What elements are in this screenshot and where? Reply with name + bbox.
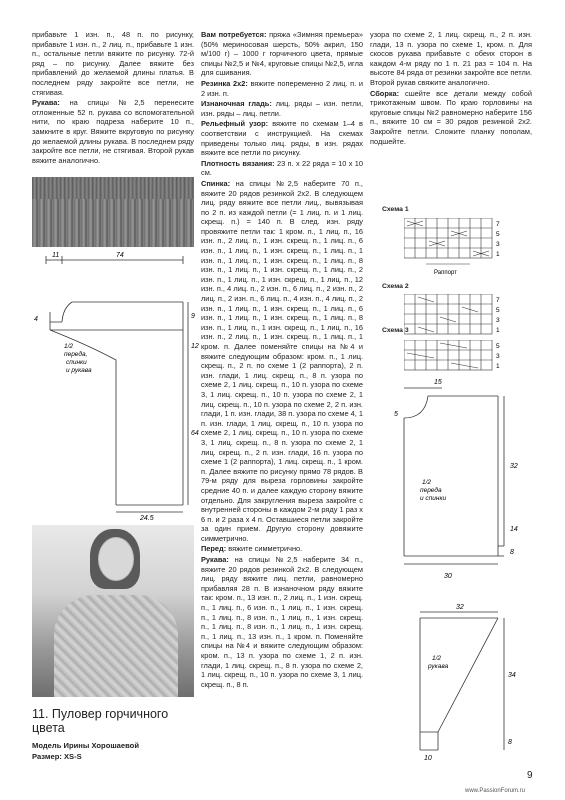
dim-label: 30	[444, 573, 452, 580]
section-label: Резинка 2х2:	[201, 78, 248, 88]
dim-label: 64	[191, 430, 199, 437]
photo-face	[98, 537, 134, 581]
scheme-2-label: Схема 2	[382, 283, 409, 290]
section-label: Рукава:	[32, 98, 60, 108]
model-title: 11. Пуловер горчичного цвета	[32, 707, 169, 735]
paragraph	[201, 79, 363, 98]
dim-label: 34	[508, 672, 516, 679]
piece-label: и спинки	[420, 495, 447, 502]
pattern-diagram-2	[380, 376, 530, 586]
row-number: 7	[496, 221, 500, 228]
scheme-3-label: Схема 3	[382, 327, 409, 334]
dim-label: 5	[394, 411, 398, 418]
section-text: на спицы №2,5 наберите 34 п., вяжите 20 рядов резинкой 2х2. В следующем лиц. ряду вяжите лиц. петли, равномерно прибавляя 28 п. В изнаночном ряду вяжите так: кром. п., 13 изн. п., 2 лиц. п., 1 изн. скрещ. п., 1 лиц. п., 6 изн. п., 1 лиц. п., 1 изн. скрещ. п., 1 лиц. п., 8 изн. п., 1 лиц. п., 1 изн. скрещ. п., 1 лиц. п., 8 изн. п., 1 лиц. п., 1 изн. скрещ. п., 1 лиц. п., 13 изн. п., 1 кром. п. Поменяйте спицы на №4 и вяжите следующим образом: кром. п., 13 п. узора по схеме 1, 2 п. изн. глади, 1 лиц. скрещ. п., 8 п. узора по схеме 2, 1 лиц. скрещ. п., 10 п. узора по схеме 3, 1 лиц. скрещ. п., 8 п.	[201, 555, 363, 689]
section-text: 23 п. х 22 ряда = 10 х 10 см.	[201, 158, 363, 178]
section-text: сшейте все детали между собой трикотажным швом. По краю горловины на круговые спицы №2 равномерно наберите 156 п., вяжите 10 см = 30 рядов резинкой 2х2. Закройте петли. Сложите планку пополам, подшейте.	[370, 88, 532, 146]
row-number: 3	[496, 317, 500, 324]
scheme-3-chart	[404, 340, 514, 376]
piece-label: 1/2	[64, 343, 74, 350]
paragraph	[201, 544, 363, 554]
section-label: Плотность вязания:	[201, 158, 275, 168]
section-label: Спинка:	[201, 178, 231, 188]
section-text: на спицы №2,5 наберите 70 п., вяжите 20 рядов резинкой 2х2. В следующем лиц. ряду вяжите все петли лиц., вывязывая по 2 п. из каждой петли (= 1 лиц. п. и 1 лиц. скрещ. п.) = 140 п. В след. изн. ряду провяжите петли так: 1 кром. п., 1 лиц. п., 16 изн. п., 2 лиц. п., 1 изн. скрещ. п., 1 лиц. п., 6 изн. п., 1 лиц. п., 1 изн. скрещ. п., 1 лиц. п., 1 изн. п., 1 лиц. п., 1 изн. скрещ. п., 1 лиц. п., 8 изн. п., 1 лиц. п., 1 изн. скрещ. п., 1 лиц. п., 2 изн. п., 1 лиц. п., 1 изн. скрещ. п., 1 лиц. п., 12 изн. п., 4 лиц. п., 2 изн. п., 6 лиц. п., 2 изн. п., 2 лиц. п., 2 изн. п., 6 лиц. п., 4 изн. п., 4 лиц. п., 2 изн. п., 1 лиц. п., 1 изн. скрещ. п., 1 лиц. п., 6 изн. п., 1 лиц. п., 1 изн. скрещ. п., 1 лиц. п., 8 изн. п., 1 лиц. п., 1 изн. скрещ. п., 1 лиц. п., 16 изн. п., 2 лиц. п., 1 изн. скрещ. п., 1 лиц. п., 1 кром. п. Далее поменяйте спицы на №4 и вяжите следующим образом: кром. п., 1 лиц. скрещ. п., 2 п. по схеме 1 (2 раппорта), 2 п. изн. глади, 1 лиц. скрещ. п., 8 п. узора по схеме 2, 1 лиц. скрещ. п., 10 п. узора по схеме 3, 1 лиц. скрещ. п., 10 п. узора по схеме 2, 1 лиц. скрещ. п., 10 п. узора по схеме 2, 2 п. изн. глади, 1 п. изн. глади, 38 п. узора по схеме 4, 1 п. изн. глади, 1 лиц. скрещ. п., 10 п. узора по схеме 2, 1 лиц. скрещ. п., 10 п. узора по схеме 3, 1 лиц. скрещ. п., 8 п. узора по схеме 2, 1 лиц. скрещ. п., 2 п. изн. глади, 16 п. узора по схеме 1 (2 раппорта), 1 лиц. скрещ. п., 1 кром. п. Далее вяжите по рисунку прямо 78 рядов. В 79-м ряду для выреза горловины закройте средние 40 п. и далее каждую сторону вяжите отдельно. Для закругления выреза закройте с внутренней стороны в каждом 2-м ряду 1 раз х 6 п. и 2 раза х 4 п. Оставшиеся петли закройте за один прием. Другую сторону довяжите симметрично.	[201, 178, 363, 543]
section-label: Рельефный узор:	[201, 119, 269, 129]
paragraph	[370, 89, 532, 147]
text-column-3	[370, 30, 532, 147]
paragraph	[201, 119, 363, 157]
dim-label: 74	[116, 252, 124, 259]
piece-label: рукава	[428, 663, 449, 670]
piece-label: и рукава	[66, 367, 92, 374]
row-number: 5	[496, 307, 500, 314]
section-label: Изнаночная гладь:	[201, 99, 272, 109]
section-label: Рукава:	[201, 555, 229, 565]
text-column-1	[32, 30, 194, 166]
dim-label: 8	[508, 739, 512, 746]
dim-label: 24,5	[140, 515, 154, 520]
paragraph	[201, 30, 363, 78]
section-text: лиц. ряды – изн. петли, изн. ряды – лиц. петли.	[201, 99, 364, 118]
section-label: Вам потребуется:	[201, 30, 267, 39]
row-number: 3	[496, 241, 500, 248]
row-number: 1	[496, 327, 500, 334]
piece-label: переда	[420, 487, 442, 494]
section-label: Сборка:	[370, 88, 400, 98]
knit-texture-photo	[32, 177, 194, 247]
paragraph	[201, 179, 363, 544]
piece-label: 1/2	[422, 479, 432, 486]
section-text: вяжите попеременно 2 лиц. п. и 2 изн. п.	[201, 78, 363, 98]
piece-label: переда,	[64, 351, 88, 358]
footer-watermark: www.PassionForum.ru	[465, 788, 526, 794]
dim-label: 11	[52, 252, 60, 259]
paragraph: узора по схеме 2, 1 лиц. скрещ. п., 2 п. изн. глади, 13 п. узора по схеме 1, кром. п. Для скосов рукава прибавьте с обеих сторон в каждом 4-м ряду по 1 п. 21 раз = 104 п. На высоте 84 ряда от резинки закройте все петли. Второй рукав свяжите аналогично.	[370, 30, 532, 87]
dim-label: 15	[434, 379, 442, 386]
dim-label: 32	[510, 463, 518, 470]
text-column-2	[201, 30, 363, 690]
row-number: 5	[496, 343, 500, 350]
scheme-1-chart	[404, 218, 514, 282]
dim-label: 9	[191, 313, 195, 320]
dim-label: 8	[510, 549, 514, 556]
model-photo	[32, 525, 194, 697]
repeat-label: Раппорт	[434, 270, 457, 276]
section-label: Перед:	[201, 544, 227, 554]
row-number: 1	[496, 251, 500, 258]
paragraph	[201, 555, 363, 689]
pattern-diagram-1	[28, 250, 203, 520]
model-author: Модель Ирины Хорошаевой	[32, 741, 139, 750]
paragraph	[201, 99, 363, 118]
dim-label: 4	[34, 316, 38, 323]
pattern-diagram-3	[380, 602, 530, 762]
model-size: Размер: XS-S	[32, 752, 82, 761]
piece-label: 1/2	[432, 655, 442, 662]
paragraph: прибавьте 1 изн. п., 48 п. по рисунку, прибавьте 1 изн. п., 2 лиц. п., прибавьте 1 изн. п., остальные петли вяжите по рисунку. 72-й ряд – по рисунку. Далее вяжите без прибавлений до желаемой длины платья. В последнем ряду закройте все петли, не стягивая.	[32, 30, 194, 97]
section-text: пряжа «Зимняя премьера» (50% мериносовая шерсть, 50% акрил, 150 м/100 г) – 1000 г горчичного цвета, прямые спицы №2,5 и №4, круговые спицы №2,5, игла для сшивания.	[201, 30, 363, 78]
photo-sweater	[54, 595, 178, 697]
section-text: вяжите по схемам 1–4 в соответствии с инструкцией. На схемах приведены только лиц. ряды, в изн. рядах вяжите все петли по рисунку.	[201, 119, 363, 158]
paragraph	[201, 159, 363, 178]
dim-label: 10	[424, 755, 432, 762]
paragraph	[32, 98, 194, 165]
row-number: 3	[496, 353, 500, 360]
scheme-2-chart	[404, 294, 514, 338]
row-number: 7	[496, 297, 500, 304]
section-text: вяжите симметрично.	[226, 544, 303, 554]
dim-label: 32	[456, 604, 464, 611]
row-number: 1	[496, 363, 500, 370]
page-number: 9	[527, 770, 533, 781]
row-number: 5	[496, 231, 500, 238]
section-text: на спицы №2,5 перенесите отложенные 52 п. рукава со вспомогательной нити, по краю подреза наберите 10 п., замкните в круг. Вяжите вкруговую по рисунку до желаемой длины рукава. В последнем ряду закройте все петли, не стягивая. Второй рукав вяжите аналогично.	[32, 98, 194, 165]
dim-label: 12	[191, 343, 199, 350]
dim-label: 14	[510, 526, 518, 533]
scheme-1-label: Схема 1	[382, 206, 409, 213]
piece-label: спинки	[66, 359, 87, 366]
